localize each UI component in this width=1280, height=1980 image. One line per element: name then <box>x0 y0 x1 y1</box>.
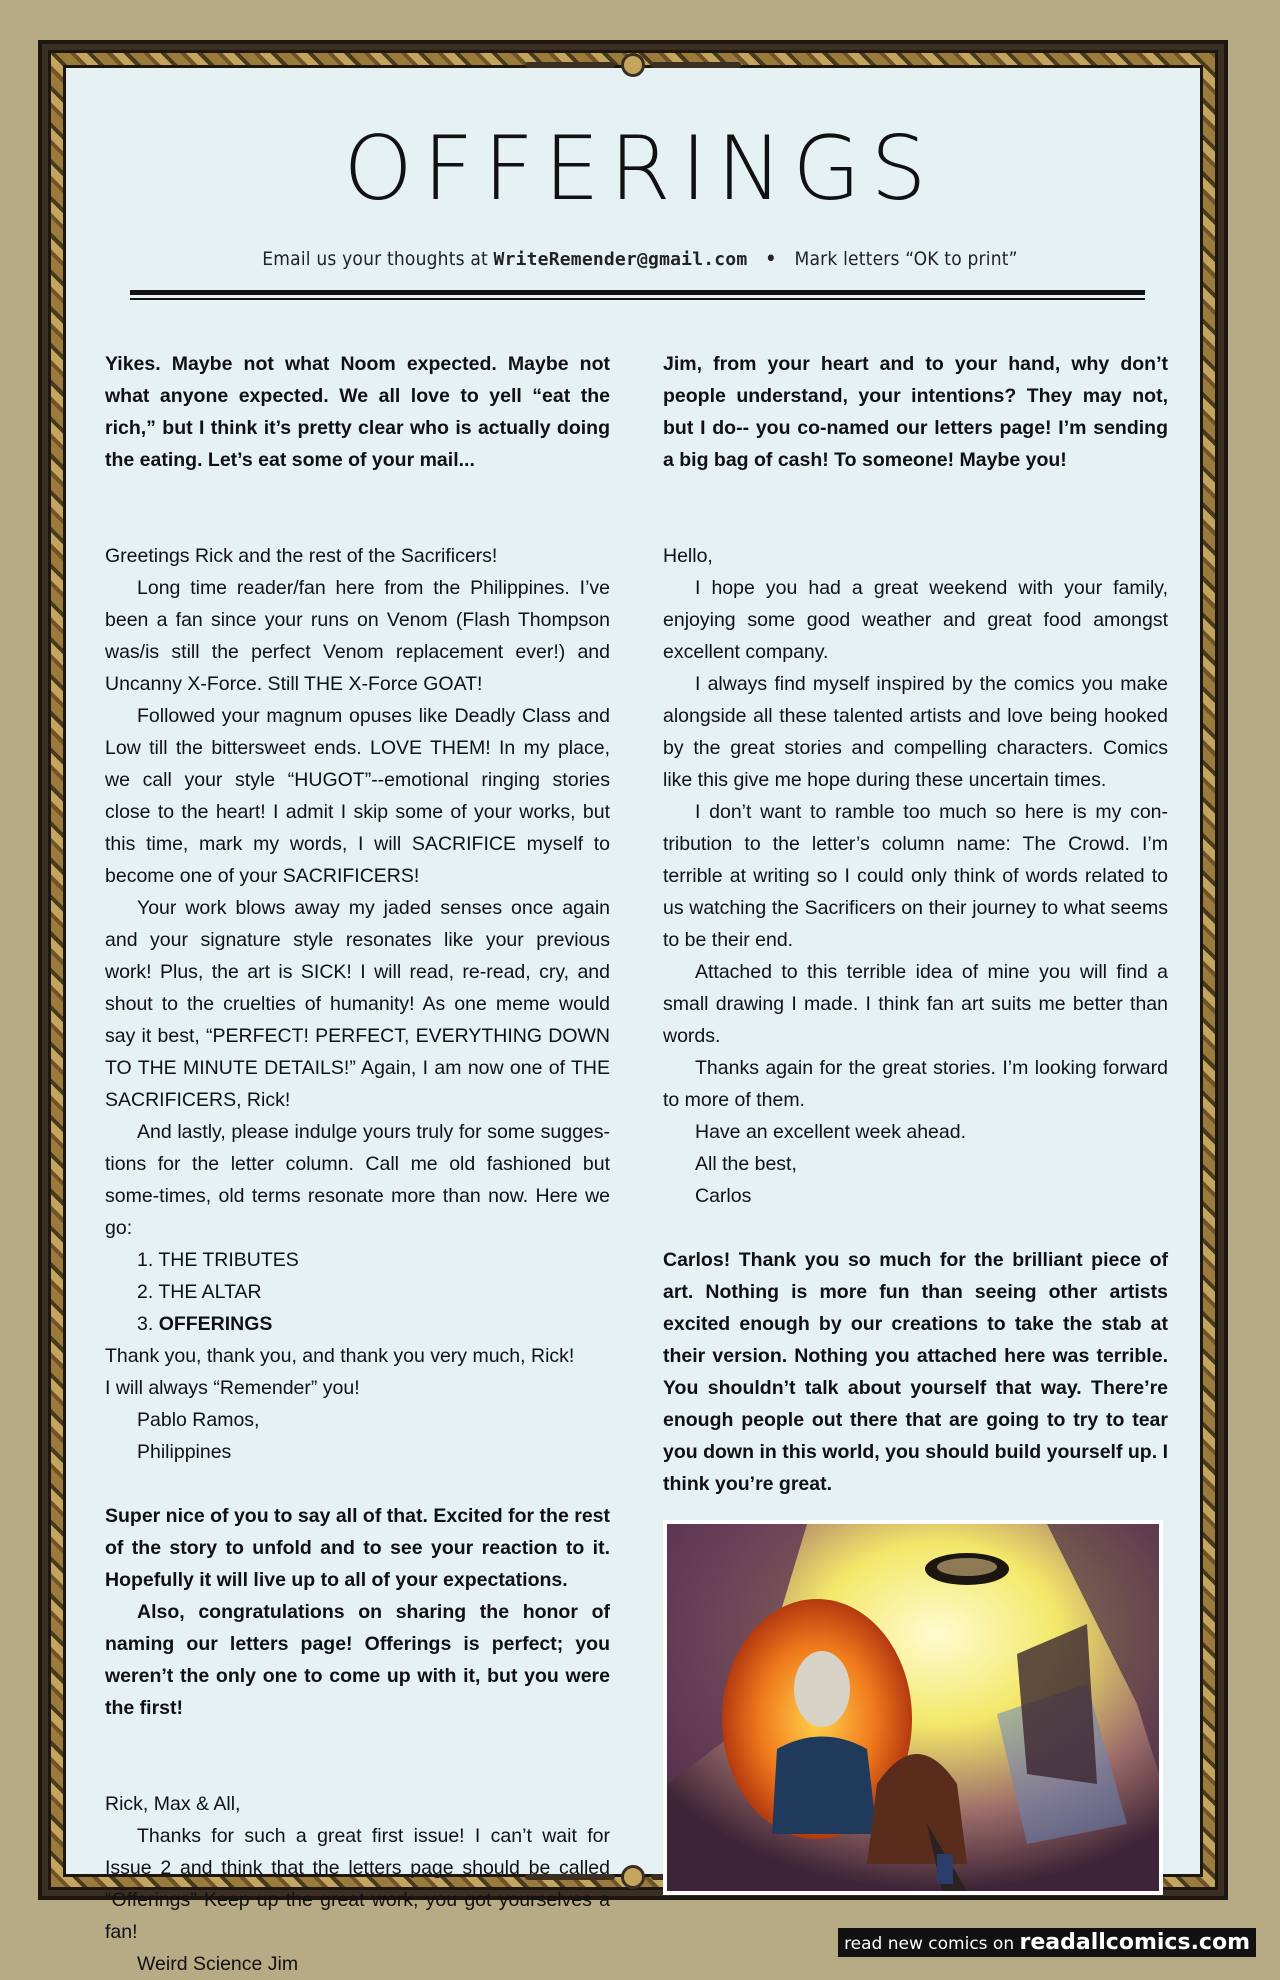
letter3-paragraph: I hope you had a great weekend with your family, enjoying some good weather and great food amongst excellent company. <box>663 577 1168 663</box>
list-item: 3. OFFERINGS <box>137 1313 273 1335</box>
letter1-greeting: Greetings Rick and the rest of the Sacrificers! <box>105 545 498 567</box>
editor-reply: Also, congratulations on sharing the honor of naming our letters page! Offerings is perfect; you weren’t the only one to come up with it, but you were the first! <box>105 1601 610 1719</box>
page-title: OFFERINGS <box>343 117 937 220</box>
print-note: Mark letters “OK to print” <box>794 248 1018 270</box>
letter1-thanks: Thank you, thank you, and thank you very much, Rick! <box>105 1345 575 1367</box>
fan-art-image <box>663 1520 1163 1895</box>
list-item: 2. THE ALTAR <box>137 1281 262 1303</box>
right-column <box>663 348 1168 1895</box>
contact-line <box>0 248 1280 270</box>
list-item-bold: OFFERINGS <box>158 1313 273 1335</box>
list-item: 1. THE TRIBUTES <box>137 1249 299 1271</box>
letter3-closing: Have an excellent week ahead. <box>695 1121 967 1143</box>
letter1-paragraph: Long time reader/fan here from the Philippines. I’ve been a fan since your runs on Venom (Flash Thompson was/is still the perfect Venom replacement ever!) and Uncanny X-Force. Still THE X-Force GOAT! <box>105 577 610 695</box>
header-rule-thin <box>130 298 1145 300</box>
letter2-signature: Weird Science Jim <box>137 1953 299 1975</box>
letter3-paragraph: I don’t want to ramble too much so here is my con-tribution to the letter’s column name: The Crowd. I’m terrible at writing so I could only think of words related to us watching the Sacrificers on their journey to what seems to be their end. <box>663 801 1168 951</box>
letter1-location: Philippines <box>137 1441 232 1463</box>
letter3-greeting: Hello, <box>663 545 713 567</box>
editor-intro: Yikes. Maybe not what Noom expected. Maybe not what anyone expected. We all love to yell “eat the rich,” but I think it’s pretty clear who is actually doing the eating. Let’s eat some of your mail... <box>105 353 610 471</box>
letter3-paragraph: I always find myself inspired by the comics you make alongside all these talented artists and love being hooked by the great stories and compelling characters. Comics like this give me hope during these uncertain times. <box>663 673 1168 791</box>
header-rule-thick <box>130 290 1145 295</box>
watermark-prefix: read new comics on <box>844 1934 1020 1954</box>
separator-bullet: • <box>765 248 777 270</box>
email-address[interactable]: WriteRemender@gmail.com <box>493 249 748 270</box>
letter2-greeting: Rick, Max & All, <box>105 1793 241 1815</box>
site-watermark <box>838 1928 1256 1957</box>
watermark-site[interactable]: readallcomics.com <box>1019 1930 1250 1955</box>
letter3-closing: All the best, <box>695 1153 797 1175</box>
letter3-paragraph: Attached to this terrible idea of mine you will find a small drawing I made. I think fan art suits me better than words. <box>663 961 1168 1047</box>
email-prefix: Email us your thoughts at <box>262 248 494 270</box>
letter3-paragraph: Thanks again for the great stories. I’m looking forward to more of them. <box>663 1057 1168 1111</box>
letter1-remender: I will always “Remender” you! <box>105 1377 360 1399</box>
letter2-paragraph: Thanks for such a great first issue! I can’t wait for Issue 2 and think that the letters page should be called “Offerings” Keep up the great work, you got yourselves a fan! <box>105 1825 610 1943</box>
editor-reply: Jim, from your heart and to your hand, why don’t people understand, your intentions? They may not, but I do-- you co-named our letters page! I’m sending a big bag of cash! To someone! Maybe you! <box>663 353 1168 471</box>
top-ornament <box>503 54 763 76</box>
letter3-signature: Carlos <box>695 1185 752 1207</box>
editor-reply: Super nice of you to say all of that. Excited for the rest of the story to unfold and to see your reaction to it. Hopefully it will live up to all of your expectations. <box>105 1505 610 1591</box>
letter1-signature: Pablo Ramos, <box>137 1409 260 1431</box>
left-column <box>105 348 610 1980</box>
letter1-paragraph: Your work blows away my jaded senses once again and your signature style resonates like your previous work! Plus, the art is SICK! I will read, re-read, cry, and shout to the cruelties of humanity! As one meme would say it best, “PERFECT! PERFECT, EVERYTHING DOWN TO THE MINUTE DETAILS!” Again, I am now one of THE SACRIFICERS, Rick! <box>105 897 610 1111</box>
letter1-paragraph: Followed your magnum opuses like Deadly Class and Low till the bittersweet ends. LOVE THEM! In my place, we call your style “HUGOT”--emotional ringing stories close to the heart! I admit I skip some of your works, but this time, mark my words, I will SACRIFICE myself to become one of your SACRIFICERS! <box>105 705 610 887</box>
letter1-paragraph: And lastly, please indulge yours truly for some sugges-tions for the letter column. Call me old fashioned but some-times, old terms resonate more than now. Here we go: <box>105 1121 610 1239</box>
editor-reply: Carlos! Thank you so much for the brilliant piece of art. Nothing is more fun than seeing other artists excited enough by our creations to take the stab at their version. Nothing you attached here was terrible. You shouldn’t talk about yourself that way. There’re enough people out there that are going to try to tear you down in this world, you should build yourself up. I think you’re great. <box>663 1249 1168 1495</box>
